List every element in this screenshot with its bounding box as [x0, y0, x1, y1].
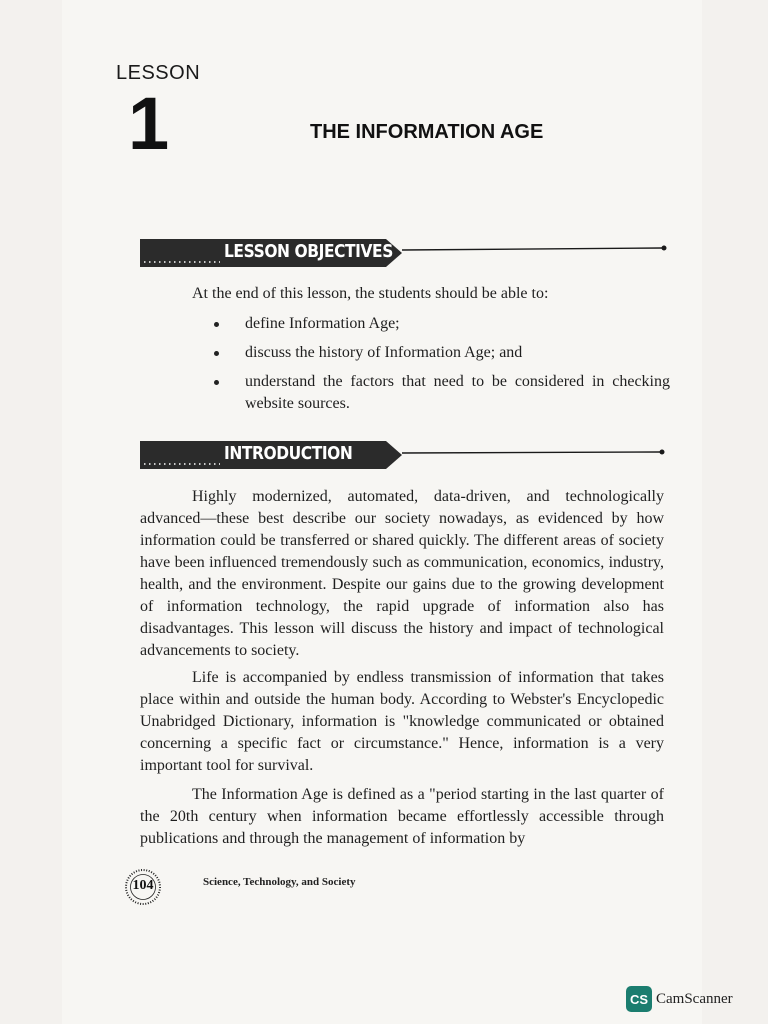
- intro-paragraph-2: Life is accompanied by endless transmission of information that takes place within and outside the human body. According to Webster's Encyclopedic Unabridged Dictionary, information is "knowledge communicated or obtained concerning a specific fact or circumstance." Hence, information is a very important tool for survival.: [140, 669, 664, 774]
- list-item: define Information Age;: [214, 313, 670, 335]
- objectives-heading: LESSON OBJECTIVES: [224, 241, 393, 262]
- banner-graphic: [140, 440, 670, 470]
- lesson-number: 1: [128, 82, 170, 165]
- lesson-label: LESSON: [116, 62, 201, 84]
- bullet-icon: [214, 322, 219, 327]
- objectives-banner: [140, 238, 670, 268]
- list-item: understand the factors that need to be considered in checking website sources.: [214, 371, 670, 415]
- page-number-badge: [124, 868, 162, 906]
- book-title: Science, Technology, and Society: [203, 876, 356, 888]
- bullet-icon: [214, 351, 219, 356]
- camscanner-watermark: [626, 986, 733, 1012]
- intro-paragraph-1: Highly modernized, automated, data-driven, and technologically advanced—these best describe our society nowadays, as evidenced by how information could be transferred or shared quickly. The different areas of society have been influenced tremendously such as communication, economics, industry, health, and the environment. Despite our gains due to the growing development of information technology, the rapid upgrade of information also has disadvantages. This lesson will discuss the history and impact of technological advancements to society.: [140, 488, 664, 659]
- camscanner-text: CamScanner: [656, 990, 733, 1007]
- intro-paragraph-3: The Information Age is defined as a "period starting in the last quarter of the 20th century when information became effortlessly accessible through publications and through the management of information by: [140, 786, 664, 847]
- banner-graphic: [140, 238, 670, 268]
- objectives-intro: At the end of this lesson, the students should be able to:: [192, 285, 549, 302]
- introduction-banner: [140, 440, 670, 470]
- objectives-list: [214, 313, 670, 422]
- lesson-title: THE INFORMATION AGE: [310, 121, 544, 143]
- bullet-icon: [214, 380, 219, 385]
- list-item: discuss the history of Information Age; and: [214, 342, 670, 364]
- introduction-heading: INTRODUCTION: [224, 443, 353, 464]
- camscanner-logo: CS: [626, 986, 652, 1012]
- page-number: 104: [132, 878, 154, 893]
